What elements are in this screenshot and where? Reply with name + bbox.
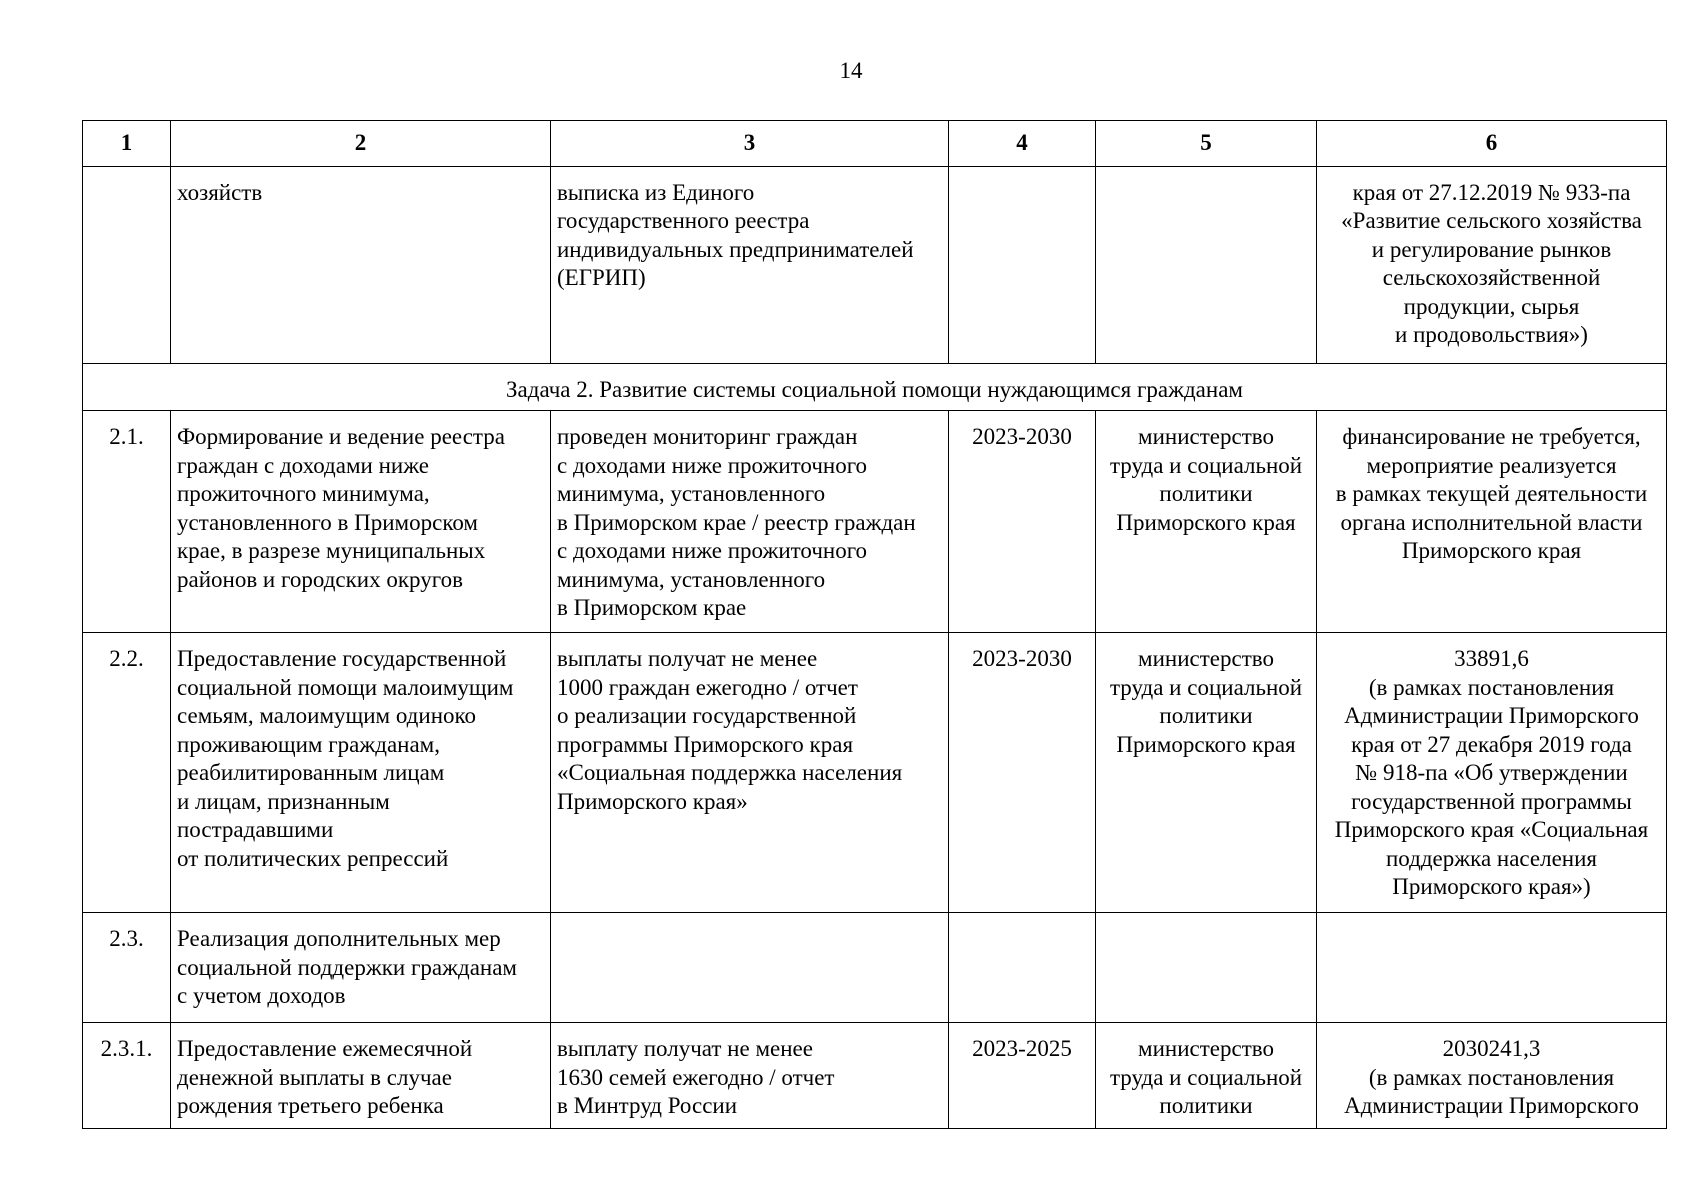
cell-number: 2.2. <box>83 633 171 913</box>
table-row <box>83 411 1667 633</box>
cell-period: 2023-2030 <box>949 633 1096 913</box>
measures-table <box>82 120 1667 1129</box>
table-row <box>83 1023 1667 1129</box>
table-row <box>83 913 1667 1023</box>
header-col-3: 3 <box>551 121 949 167</box>
cell-measure-name: хозяйств <box>171 166 551 363</box>
cell-result: выплаты получат не менее 1000 граждан ежегодно / отчет о реализации государственной программы Приморского края «Социальная поддержка населения Приморского края» <box>551 633 949 913</box>
cell-result: выплату получат не менее 1630 семей ежегодно / отчет в Минтруд России <box>551 1023 949 1129</box>
cell-number: 2.1. <box>83 411 171 633</box>
table-header-row <box>83 121 1667 167</box>
header-col-6: 6 <box>1317 121 1667 167</box>
header-col-4: 4 <box>949 121 1096 167</box>
cell-executor: министерство труда и социальной политики Приморского края <box>1096 411 1317 633</box>
cell-measure-name: Формирование и ведение реестра граждан с доходами ниже прожиточного минимума, установленного в Приморском крае, в разрезе муниципальных районов и городских округов <box>171 411 551 633</box>
cell-period <box>949 913 1096 1023</box>
cell-number: 2.3.1. <box>83 1023 171 1129</box>
cell-number: 2.3. <box>83 913 171 1023</box>
header-col-5: 5 <box>1096 121 1317 167</box>
header-col-2: 2 <box>171 121 551 167</box>
cell-period: 2023-2030 <box>949 411 1096 633</box>
task-heading-row <box>83 363 1667 411</box>
cell-executor <box>1096 166 1317 363</box>
cell-funding: финансирование не требуется, мероприятие реализуется в рамках текущей деятельности органа исполнительной власти Приморского края <box>1317 411 1667 633</box>
cell-result: выписка из Единого государственного реестра индивидуальных предпринимателей (ЕГРИП) <box>551 166 949 363</box>
task-heading: Задача 2. Развитие системы социальной помощи нуждающимся гражданам <box>83 363 1667 411</box>
cell-number <box>83 166 171 363</box>
cell-funding: 33891,6 (в рамках постановления Администрации Приморского края от 27 декабря 2019 года № 918-па «Об утверждении государственной программы Приморского края «Социальная поддержка населения Приморского края») <box>1317 633 1667 913</box>
cell-executor: министерство труда и социальной политики <box>1096 1023 1317 1129</box>
table-row-continuation <box>83 166 1667 363</box>
cell-measure-name: Предоставление ежемесячной денежной выплаты в случае рождения третьего ребенка <box>171 1023 551 1129</box>
cell-executor: министерство труда и социальной политики Приморского края <box>1096 633 1317 913</box>
cell-funding: края от 27.12.2019 № 933-па «Развитие сельского хозяйства и регулирование рынков сельскохозяйственной продукции, сырья и продовольствия») <box>1317 166 1667 363</box>
cell-funding: 2030241,3 (в рамках постановления Администрации Приморского <box>1317 1023 1667 1129</box>
cell-measure-name: Предоставление государственной социальной помощи малоимущим семьям, малоимущим одиноко проживающим гражданам, реабилитированным лицам и лицам, признанным пострадавшими от политических репрессий <box>171 633 551 913</box>
header-col-1: 1 <box>83 121 171 167</box>
page-number: 14 <box>839 58 863 83</box>
cell-executor <box>1096 913 1317 1023</box>
table-row <box>83 633 1667 913</box>
cell-result: проведен мониторинг граждан с доходами ниже прожиточного минимума, установленного в Приморском крае / реестр граждан с доходами ниже прожиточного минимума, установленного в Приморском крае <box>551 411 949 633</box>
cell-result <box>551 913 949 1023</box>
cell-funding <box>1317 913 1667 1023</box>
cell-period: 2023-2025 <box>949 1023 1096 1129</box>
cell-period <box>949 166 1096 363</box>
cell-measure-name: Реализация дополнительных мер социальной поддержки гражданам с учетом доходов <box>171 913 551 1023</box>
